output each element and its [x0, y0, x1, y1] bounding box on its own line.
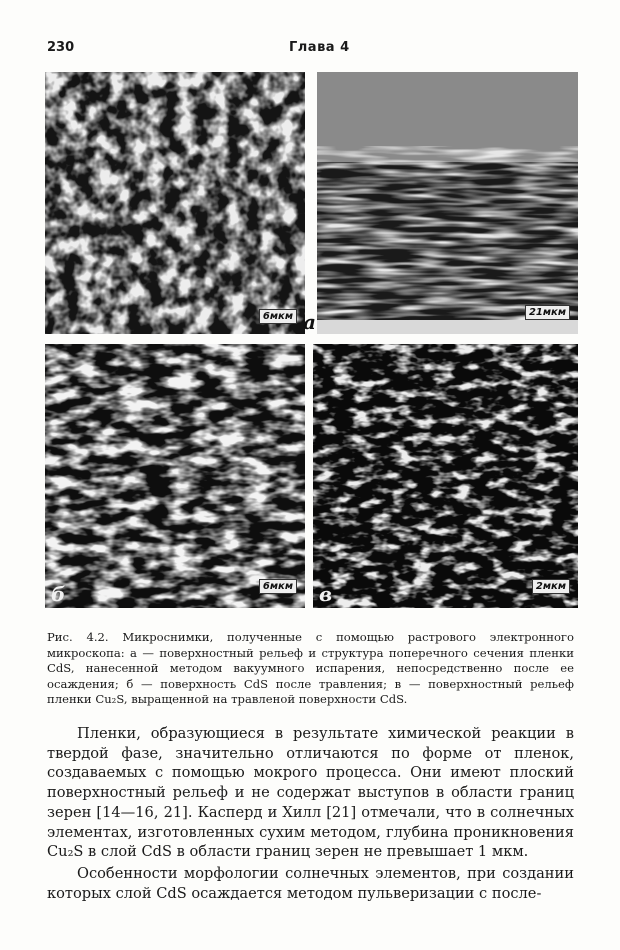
micrograph-figure: [45, 72, 578, 608]
panel-letter-a: а: [303, 310, 316, 334]
scale-label-b: 6мкм: [259, 579, 297, 594]
panel-letter-b: б: [51, 582, 66, 606]
scale-label-a1: 6мкм: [259, 309, 297, 324]
surface-relief-image: [45, 72, 305, 334]
scale-label-v: 2мкм: [532, 579, 570, 594]
caption-text: Рис. 4.2. Микроснимки, полученные с помощью растрового электронного микроскопа: а — поверхностный рельеф и структура поперечного сечения пленки CdS, нанесенной методом вакуумного испарения, непосредственно после ее осаждения; б — поверхность CdS после травления; в — поверхностный рельеф пленки Cu₂S, выращенной на травленой поверхности CdS.: [47, 630, 574, 707]
micrograph-panel-a-surface: [45, 72, 305, 334]
micrograph-panel-a-cross-section: [317, 72, 578, 334]
paragraph-1: Пленки, образующиеся в результате химической реакции в твердой фазе, значительно отличаются по форме от пленок, создаваемых с помощью мокрого процесса. Они имеют плоский поверхностный рельеф и не содержат выступов в области границ зерен [14—16, 21]. Касперд и Хилл [21] отмечали, что в солнечных элементах, изготовленных сухим методом, глубина проникновения Cu₂S в слой CdS в области границ зерен не превышает 1 мкм.: [47, 725, 574, 861]
cu2s-surface-image: [313, 344, 578, 608]
micrograph-panel-b: [45, 344, 305, 608]
paragraph-2: Особенности морфологии солнечных элементов, при создании которых слой CdS осаждается методом пульверизации с после-: [47, 864, 574, 902]
figure-caption: [47, 630, 574, 708]
panel-letter-v: в: [319, 582, 333, 606]
etched-surface-image: [45, 344, 305, 608]
cross-section-image: [317, 72, 578, 334]
running-head: Глава 4: [289, 40, 350, 55]
scale-label-a2: 21мкм: [525, 305, 570, 320]
body-text: [47, 724, 574, 903]
micrograph-panel-v: [313, 344, 578, 608]
page-number: 230: [47, 40, 75, 55]
